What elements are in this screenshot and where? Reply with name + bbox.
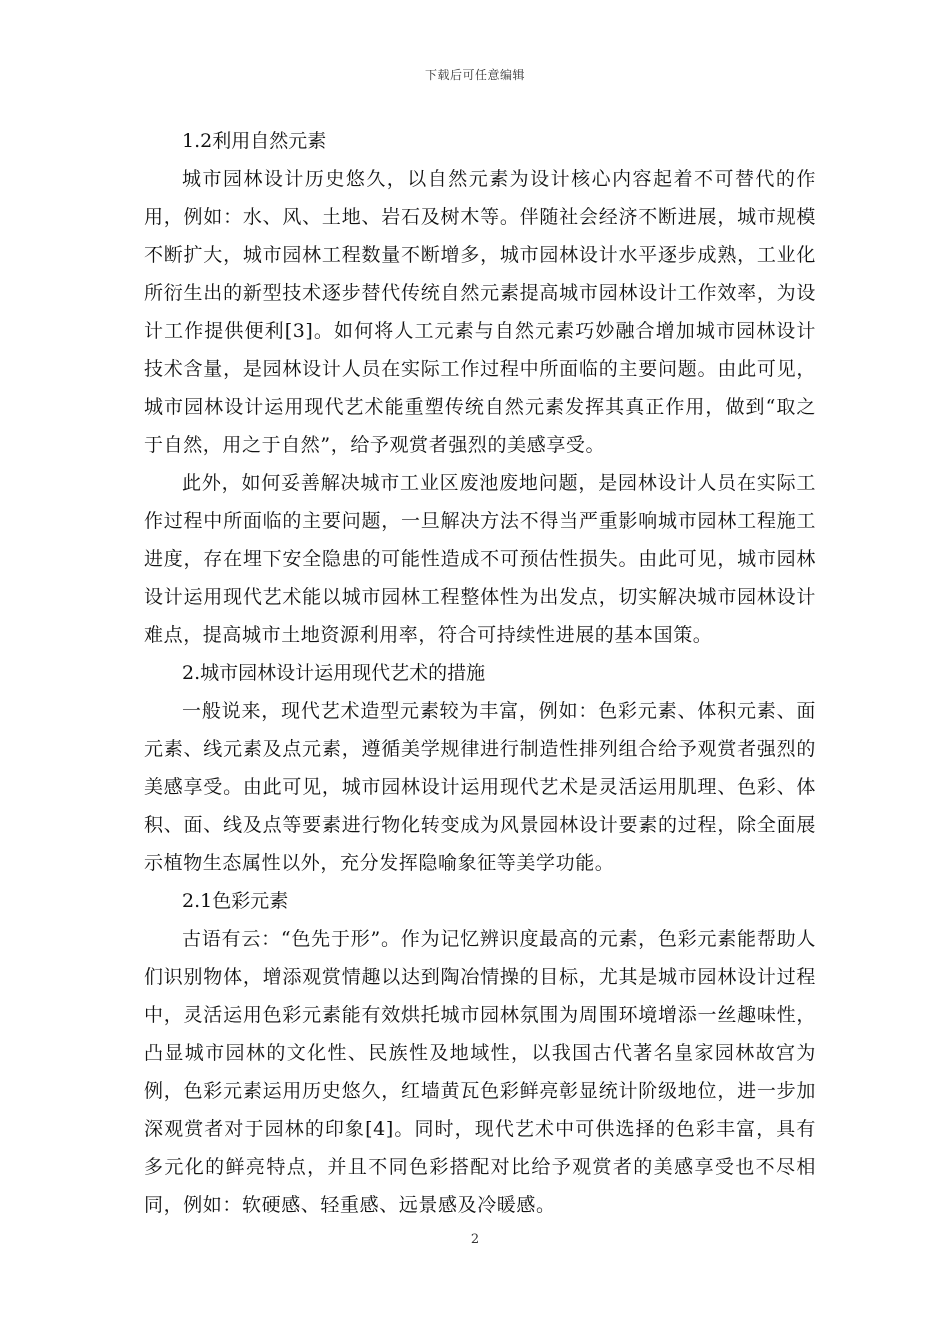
section-heading-1-2: 1.2利用自然元素 bbox=[182, 130, 327, 152]
paragraph: 城市园林设计历史悠久，以自然元素为设计核心内容起着不可替代的作用，例如：水、风、土地、岩石及树木等。伴随社会经济不断进展，城市规模不断扩大，城市园林工程数量不断增多，城市园林设计水平逐步成熟，工业化所衍生出的新型技术逐步替代传统自然元素提高城市园林设计工作效率，为设计工作提供便利[3]。如何将人工元素与自然元素巧妙融合增加城市园林设计技术含量，是园林设计人员在实际工作过程中所面临的主要问题。由此可见，城市园林设计运用现代艺术能重塑传统自然元素发挥其真正作用，做到“取之于自然，用之于自然”，给予观赏者强烈的美感享受。 bbox=[144, 168, 816, 456]
page-header: 下载后可任意编辑 bbox=[424, 68, 525, 82]
section-heading-2-1: 2.1色彩元素 bbox=[182, 890, 289, 912]
page-number: 2 bbox=[470, 1232, 480, 1247]
section-heading-2: 2.城市园林设计运用现代艺术的措施 bbox=[182, 662, 486, 684]
page-body bbox=[144, 122, 816, 1224]
paragraph: 此外，如何妥善解决城市工业区废池废地问题，是园林设计人员在实际工作过程中所面临的主要问题，一旦解决方法不得当严重影响城市园林工程施工进度，存在埋下安全隐患的可能性造成不可预估性损失。由此可见，城市园林设计运用现代艺术能以城市园林工程整体性为出发点，切实解决城市园林设计难点，提高城市土地资源利用率，符合可持续性进展的基本国策。 bbox=[144, 472, 816, 646]
paragraph: 古语有云：“色先于形”。作为记忆辨识度最高的元素，色彩元素能帮助人们识别物体，增添观赏情趣以达到陶冶情操的目标，尤其是城市园林设计过程中，灵活运用色彩元素能有效烘托城市园林氛围为周围环境增添一丝趣味性，凸显城市园林的文化性、民族性及地域性，以我国古代著名皇家园林故宫为例，色彩元素运用历史悠久，红墙黄瓦色彩鲜亮彰显统计阶级地位，进一步加深观赏者对于园林的印象[4]。同时，现代艺术中可供选择的色彩丰富，具有多元化的鲜亮特点，并且不同色彩搭配对比给予观赏者的美感享受也不尽相同，例如：软硬感、轻重感、远景感及冷暖感。 bbox=[144, 928, 816, 1216]
paragraph: 一般说来，现代艺术造型元素较为丰富，例如：色彩元素、体积元素、面元素、线元素及点元素，遵循美学规律进行制造性排列组合给予观赏者强烈的美感享受。由此可见，城市园林设计运用现代艺术是灵活运用肌理、色彩、体积、面、线及点等要素进行物化转变成为风景园林设计要素的过程，除全面展示植物生态属性以外，充分发挥隐喻象征等美学功能。 bbox=[144, 700, 816, 874]
